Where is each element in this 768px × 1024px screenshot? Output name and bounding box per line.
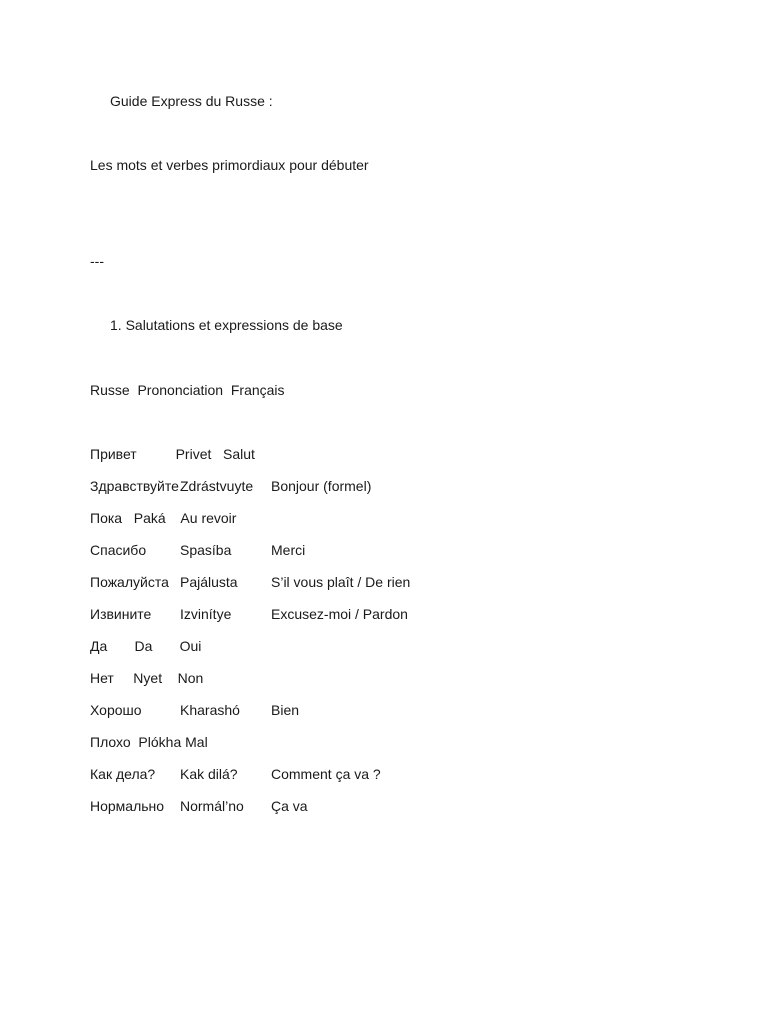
french-translation: S’il vous plaît / De rien — [271, 574, 411, 590]
table-row — [90, 765, 381, 797]
table-row — [90, 509, 237, 541]
french-translation: Merci — [271, 542, 306, 558]
table-row — [90, 669, 204, 701]
row-text: Да Da Oui — [90, 638, 202, 654]
russian-word: Пожалуйста — [90, 574, 169, 590]
russian-word: Спасибо — [90, 542, 147, 558]
pronunciation: Zdrástvuyte — [180, 478, 254, 494]
row-text: Нет Nyet Non — [90, 670, 204, 686]
pronunciation: Pajálusta — [180, 574, 238, 590]
table-row — [90, 445, 255, 477]
document-title: Guide Express du Russe : — [110, 93, 273, 109]
table-row — [90, 541, 306, 573]
table-header: Russe Prononciation Français — [90, 382, 285, 398]
section-heading: 1. Salutations et expressions de base — [110, 317, 343, 333]
french-translation: Bonjour (formel) — [271, 478, 372, 494]
separator: --- — [90, 253, 104, 269]
table-row — [90, 637, 202, 669]
pronunciation: Kharashó — [180, 702, 240, 718]
pronunciation: Izvinítye — [180, 606, 232, 622]
row-text: Привет Privet Salut — [90, 446, 255, 462]
pronunciation: Spasíba — [180, 542, 232, 558]
vocabulary-table — [90, 445, 411, 829]
table-row — [90, 573, 411, 605]
french-translation: Ça va — [271, 798, 308, 814]
french-translation: Bien — [271, 702, 300, 718]
table-row — [90, 701, 300, 733]
table-row — [90, 477, 372, 509]
row-text: Плохо Plókha Mal — [90, 734, 208, 750]
russian-word: Извините — [90, 606, 152, 622]
french-translation: Comment ça va ? — [271, 766, 381, 782]
row-text: Пока Paká Au revoir — [90, 510, 237, 526]
russian-word: Хорошо — [90, 702, 142, 718]
document-subtitle: Les mots et verbes primordiaux pour débuter — [90, 157, 369, 173]
table-row — [90, 797, 308, 829]
russian-word: Здравствуйте — [90, 478, 179, 494]
pronunciation: Normál’no — [180, 798, 244, 814]
table-row — [90, 605, 408, 637]
russian-word: Нормально — [90, 798, 165, 814]
pronunciation: Kak dilá? — [180, 766, 238, 782]
table-row — [90, 733, 208, 765]
french-translation: Excusez-moi / Pardon — [271, 606, 408, 622]
russian-word: Как дела? — [90, 766, 156, 782]
